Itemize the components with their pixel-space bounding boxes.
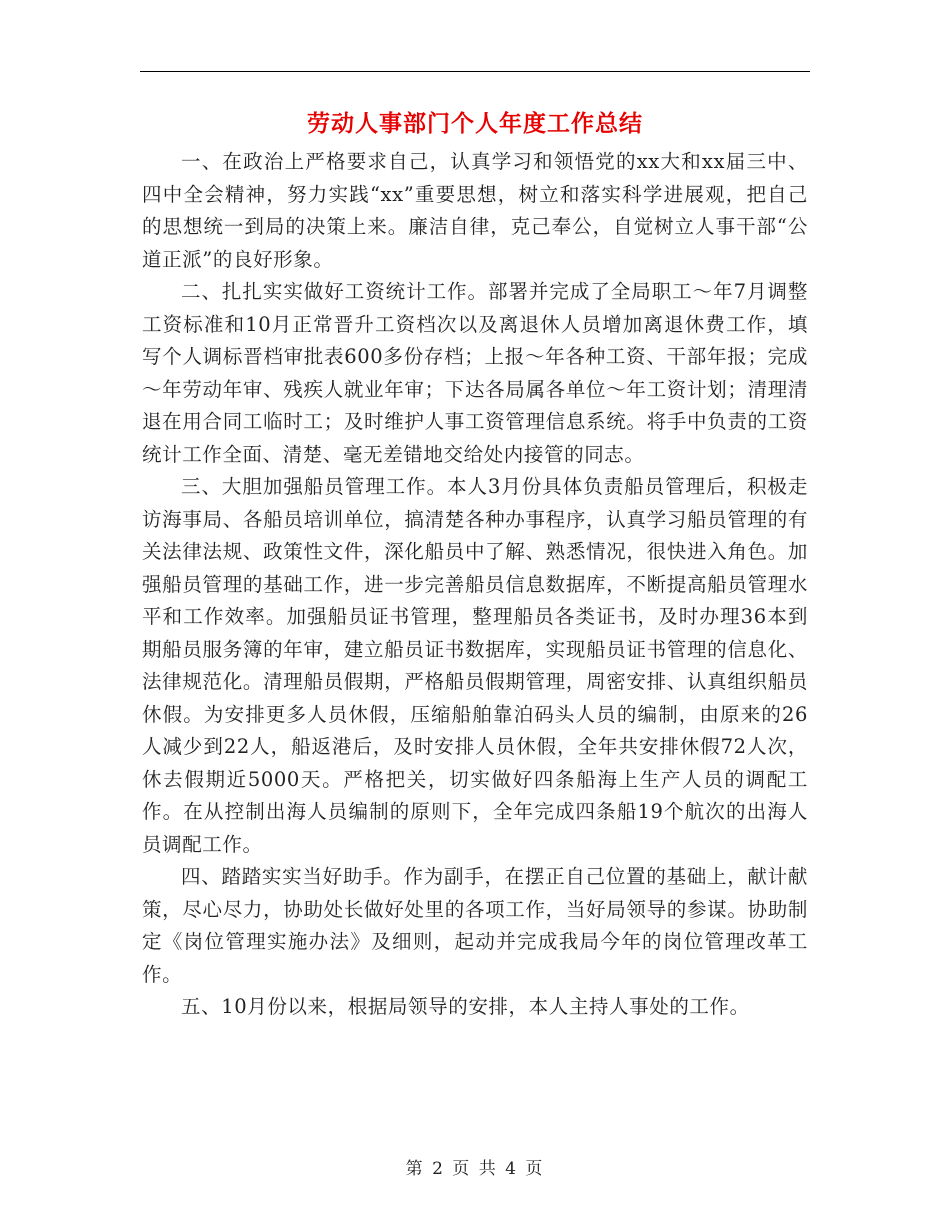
document-body (142, 146, 808, 1024)
paragraph-4: 四、踏踏实实当好助手。作为副手，在摆正自己位置的基础上，献计献策，尽心尽力，协助处长做好处里的各项工作，当好局领导的参谋。协助制定《岗位管理实施办法》及细则，起动并完成我局今年的岗位管理改革工作。 (142, 865, 808, 986)
page-number-footer: 第 2 页 共 4 页 (405, 1159, 545, 1179)
paragraph-5: 五、10月份以来，根据局领导的安排，本人主持人事处的工作。 (181, 995, 750, 1018)
document-title: 劳动人事部门个人年度工作总结 (307, 110, 643, 137)
paragraph-2: 二、扎扎实实做好工资统计工作。部署并完成了全局职工～年7月调整工资标准和10月正常晋升工资档次以及离退休人员增加离退休费工作，填写个人调标晋档审批表600多份存档；上报～年各种工资、干部年报；完成～年劳动年审、残疾人就业年审；下达各局属各单位～年工资计划；清理清退在用合同工临时工；及时维护人事工资管理信息系统。将手中负责的工资统计工作全面、清楚、毫无差错地交给处内接管的同志。 (142, 280, 808, 466)
paragraph-1: 一、在政治上严格要求自己，认真学习和领悟党的xx大和xx届三中、四中全会精神，努力实践“xx”重要思想，树立和落实科学进展观，把自己的思想统一到局的决策上来。廉洁自律，克己奉公，自觉树立人事干部“公道正派”的良好形象。 (142, 150, 808, 271)
paragraph-3: 三、大胆加强船员管理工作。本人3月份具体负责船员管理后，积极走访海事局、各船员培训单位，搞清楚各种办事程序，认真学习船员管理的有关法律法规、政策性文件，深化船员中了解、熟悉情况，很快进入角色。加强船员管理的基础工作，进一步完善船员信息数据库，不断提高船员管理水平和工作效率。加强船员证书管理，整理船员各类证书，及时办理36本到期船员服务簿的年审，建立船员证书数据库，实现船员证书管理的信息化、法律规范化。清理船员假期，严格船员假期管理，周密安排、认真组织船员休假。为安排更多人员休假，压缩船舶靠泊码头人员的编制，由原来的26人减少到22人，船返港后，及时安排人员休假，全年共安排休假72人次，休去假期近5000天。严格把关，切实做好四条船海上生产人员的调配工作。在从控制出海人员编制的原则下，全年完成四条船19个航次的出海人员调配工作。 (142, 475, 808, 856)
header-rule (140, 71, 810, 72)
